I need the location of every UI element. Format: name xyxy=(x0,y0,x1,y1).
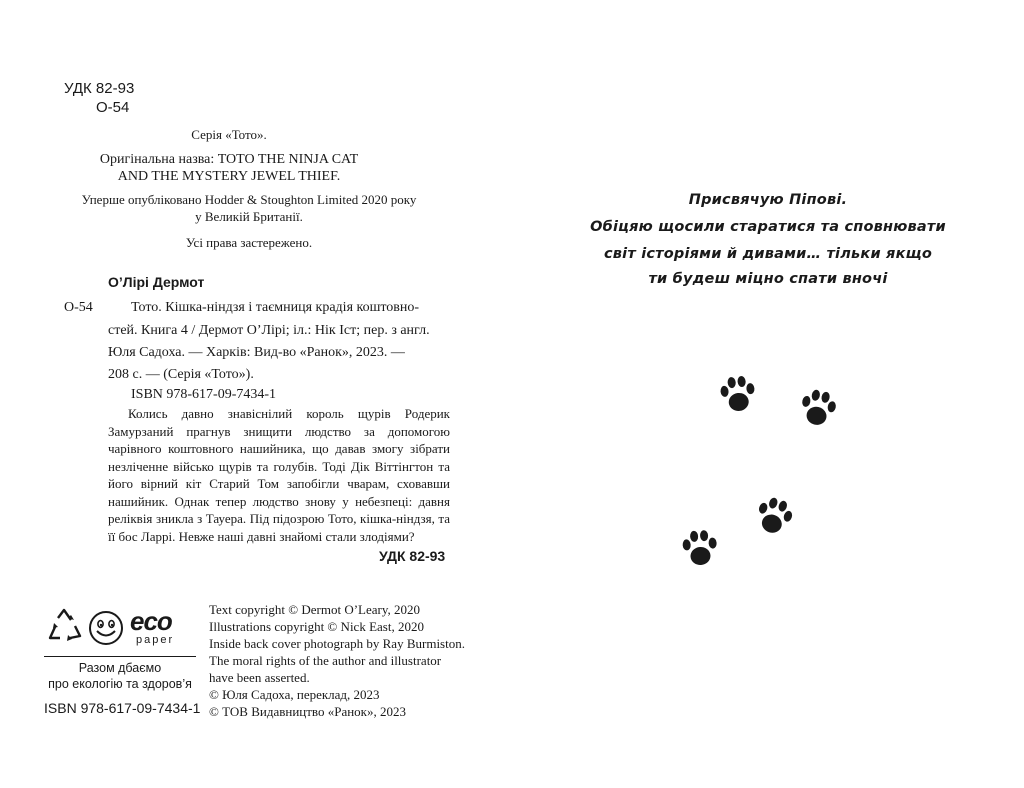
dedication-line-3: світ історіями й дивами… тільки якщо xyxy=(604,246,932,262)
copyright-line-6: © Юля Садоха, переклад, 2023 xyxy=(209,687,380,702)
original-title-line1: Оригінальна назва: TOTO THE NINJA CAT xyxy=(99,152,359,167)
author-heading: О’Лірі Дермот xyxy=(108,274,205,290)
paw-print-icon xyxy=(794,384,842,433)
original-title-line2: AND THE MYSTERY JEWEL THIEF. xyxy=(117,169,341,184)
paw-print-icon xyxy=(748,491,799,543)
copyright-line-2: Illustrations copyright © Nick East, 2020 xyxy=(209,619,424,634)
copyright-line-3: Inside back cover photograph by Ray Burmiston. xyxy=(209,636,465,651)
annotation-text: Колись давно знавіснілий король щурів Родерик Замурзаний прагнув знищити людство за допомогою чарівного коштовного нашийника, що давав змогу зібрати незліченне військо щурів та голубів. Тоді Дік Віттінгтон та його вірний кіт Старий Том запобігли чварам, сховавши нашийник. Однак тепер людство знову у небезпеці: давня реліквія зникла з Тауера. Під підозрою Тото, кішка-ніндзя, та її бос Ларрі. Невже наші давні знайомі стали злодіями? xyxy=(108,406,450,544)
series-line: Серія «Тото». xyxy=(191,127,267,142)
udk-bottom: УДК 82-93 xyxy=(379,548,446,564)
code-top: О-54 xyxy=(96,99,130,116)
bib-line-1: Тото. Кішка-ніндзя і таємниця крадія коштовно- xyxy=(131,300,420,315)
paper-wordmark: paper xyxy=(136,634,175,646)
rights-line: Усі права застережено. xyxy=(185,235,313,250)
copyright-line-7: © ТОВ Видавництво «Ранок», 2023 xyxy=(209,704,406,719)
paw-print-icon xyxy=(679,527,722,572)
eco-logo xyxy=(44,606,196,654)
bib-line-2: стей. Книга 4 / Дермот О’Лірі; іл.: Нік Іст; пер. з англ. xyxy=(108,323,430,338)
dedication-line-2: Обіцяю щосили старатися та сповнювати xyxy=(590,219,946,235)
dedication-line-1: Присвячую Піпові. xyxy=(688,192,848,208)
paw-print-icon xyxy=(716,372,760,418)
copyright-line-4: The moral rights of the author and illustrator xyxy=(209,653,442,668)
eco-caption-line1: Разом дбаємо xyxy=(78,661,162,675)
logo-divider xyxy=(44,656,196,657)
copyright-line-5: have been asserted. xyxy=(209,670,310,685)
bib-line-4: 208 с. — (Серія «Тото»). xyxy=(108,367,254,382)
eco-wordmark: eco xyxy=(130,606,172,636)
isbn-main: ISBN 978-617-09-7434-1 xyxy=(131,387,277,402)
eco-caption-line2: про екологію та здоров’я xyxy=(48,677,192,691)
copyright-line-1: Text copyright © Dermot O’Leary, 2020 xyxy=(209,602,421,617)
first-published-line2: у Великій Британії. xyxy=(195,209,303,224)
code-side: О-54 xyxy=(64,300,93,315)
right-page xyxy=(512,0,1024,788)
first-published-line1: Уперше опубліковано Hodder & Stoughton Limited 2020 року xyxy=(81,192,417,207)
udk-top: УДК 82-93 xyxy=(64,80,135,97)
dedication-line-4: ти будеш міцно спати вночі xyxy=(648,271,888,287)
bib-line-3: Юля Садоха. — Харків: Вид-во «Ранок», 2023. — xyxy=(108,345,405,360)
smiley-icon xyxy=(88,610,124,646)
isbn-bottom: ISBN 978-617-09-7434-1 xyxy=(44,700,201,716)
